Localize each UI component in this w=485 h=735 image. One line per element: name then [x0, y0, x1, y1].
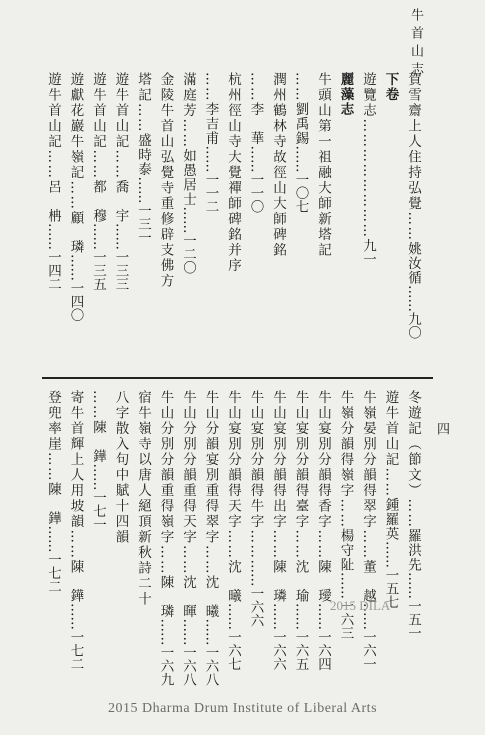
toc-entry	[91, 390, 105, 690]
toc-entry	[406, 72, 420, 372]
toc-leader-dots: ……	[382, 467, 399, 498]
toc-entry	[158, 72, 172, 372]
toc-heading: 麗藻志	[337, 72, 354, 117]
toc-entry	[46, 72, 60, 372]
toc-title: 遊牛首山記	[45, 72, 61, 150]
toc-title: 寄牛首輝上人用坡韻	[67, 390, 84, 530]
toc-leader-dots: ……	[247, 529, 264, 560]
toc-entry-text	[405, 72, 421, 339]
toc-entry-text	[45, 390, 61, 593]
toc-leader-dots: ……	[292, 72, 309, 102]
toc-leader-dots: ……	[202, 545, 219, 575]
toc-author: 陳 璘	[270, 559, 286, 603]
toc-entry	[271, 72, 285, 372]
toc-entry	[113, 72, 127, 372]
toc-entry-text	[158, 390, 174, 686]
toc-entry	[203, 72, 217, 372]
toc-entry	[338, 390, 352, 690]
toc-leader-dots: ……	[67, 180, 84, 211]
toc-author: 陳 璘	[157, 575, 174, 619]
toc-entry	[316, 390, 330, 690]
toc-entry	[361, 390, 375, 690]
toc-entry-text	[135, 72, 151, 244]
toc-page-ref: ……一六八	[180, 618, 196, 686]
toc-entry-text	[225, 72, 241, 274]
toc-author: 陳 鏵	[45, 482, 61, 526]
toc-title: 牛山宴別分韻得臺字	[292, 390, 309, 530]
toc-leader-dots: ……	[405, 498, 421, 529]
toc-entry	[91, 72, 105, 372]
toc-entry	[293, 72, 307, 372]
toc-leader-dots: ……	[45, 452, 61, 482]
toc-author: 羅洪先	[405, 528, 421, 572]
toc-author: 董 越	[360, 559, 376, 603]
toc-entry-text	[360, 72, 376, 266]
toc-title: 牛山宴別分韻得天字	[225, 390, 241, 530]
toc-author: 沈 瑜	[292, 559, 309, 603]
toc-entry-text	[203, 390, 219, 686]
toc-leader-dots: ……	[360, 529, 376, 560]
toc-entry-text	[180, 390, 196, 686]
toc-leader-dots: ……	[180, 118, 196, 149]
toc-entry	[158, 390, 172, 690]
toc-page-ref: ……一七一	[90, 463, 106, 531]
toc-entry-text	[135, 390, 151, 607]
toc-entry-text	[158, 72, 174, 289]
toc-title: 遊牛首山記	[90, 72, 106, 150]
toc-entry-text	[90, 72, 106, 291]
toc-entry-text	[405, 390, 421, 640]
watermark-footer: 2015 Dharma Drum Institute of Liberal Arts	[107, 701, 378, 716]
toc-entry-text	[68, 390, 84, 671]
toc-title: 牛山宴別分韻得牛字	[247, 390, 264, 530]
toc-heading: 下卷	[382, 72, 399, 102]
toc-title: 遊獻花巖牛嶺記	[67, 72, 84, 181]
toc-entry-text	[248, 390, 264, 627]
toc-page-ref: ……一二〇	[180, 206, 196, 274]
toc-page-ref: ……一五七	[382, 541, 399, 609]
toc-entry	[136, 72, 150, 372]
toc-author: 如愚居士	[180, 148, 196, 207]
toc-entry-text	[203, 72, 219, 213]
toc-entry-text	[293, 72, 309, 213]
toc-page-ref: ……一七二	[45, 525, 61, 593]
toc-author: 沈 曦	[202, 575, 219, 619]
toc-author: 呂 柟	[45, 179, 61, 223]
toc-author: 喬 宇	[112, 179, 129, 223]
toc-title: 牛嶺晏別分韻得翠字	[360, 390, 376, 530]
toc-page-ref: ……一六八	[202, 618, 219, 686]
toc-page-ref: 九一	[360, 238, 376, 266]
toc-entry	[181, 390, 195, 690]
toc-entry-text	[113, 72, 129, 291]
toc-title: 滿庭芳	[180, 72, 196, 119]
toc-leader-dots: ……	[292, 529, 309, 560]
toc-entry	[226, 390, 240, 690]
toc-title: 冬遊記（節文）	[405, 390, 421, 499]
toc-leader-dots: ……	[90, 390, 106, 420]
toc-page-ref: ……一一〇	[247, 145, 264, 213]
toc-entry-text	[270, 390, 286, 671]
toc-entry	[203, 390, 217, 690]
toc-entry	[226, 72, 240, 372]
toc-leader-dots: ……	[157, 545, 174, 575]
toc-entry-text	[383, 390, 399, 609]
toc-entry	[383, 390, 397, 690]
toc-entry-text	[270, 72, 286, 258]
toc-leader-dots: ……	[180, 545, 196, 575]
toc-entry	[46, 390, 60, 690]
toc-entry-text	[90, 390, 106, 531]
toc-entry	[68, 390, 82, 690]
toc-entry-text	[113, 390, 129, 545]
toc-entry-text	[360, 390, 376, 671]
toc-page-ref: ……一六六	[247, 559, 264, 627]
toc-author: 陳 鏵	[67, 559, 84, 603]
toc-title: 牛山宴別分韻得出字	[270, 390, 286, 530]
toc-entry-text	[45, 72, 61, 291]
toc-page-ref: ……一六三	[337, 572, 354, 640]
toc-title: 登兜率崖	[45, 390, 61, 452]
toc-author: 沈 暉	[180, 575, 196, 619]
toc-entry	[136, 390, 150, 690]
toc-page-ref: ……一三一	[135, 176, 151, 244]
toc-title: 賀雪齋上人住持弘覺	[405, 72, 421, 212]
toc-leader-dots: ……	[270, 529, 286, 560]
toc-title: 宿牛嶺寺以唐人絕頂新秋詩二十	[135, 390, 151, 607]
toc-title: 金陵牛首山弘覺寺重修辟支佛方	[157, 72, 174, 289]
toc-title: 牛嶺分韻得嶺字	[337, 390, 354, 499]
toc-entry	[271, 390, 285, 690]
toc-title: 遊覽志	[360, 72, 376, 119]
toc-author: 陳 鏵	[90, 420, 106, 464]
toc-entry	[293, 390, 307, 690]
toc-top-section	[0, 72, 485, 372]
toc-page-ref: ……一四〇	[67, 254, 84, 322]
toc-page-ref: ……一三三	[112, 223, 129, 291]
toc-entry	[248, 72, 262, 372]
toc-author: 沈 曦	[225, 559, 241, 603]
watermark-mid: 2015 DILA	[330, 598, 391, 613]
toc-title: 牛山分別分韻重得嶺字	[157, 390, 174, 545]
toc-page-ref: ……一六七	[225, 603, 241, 671]
toc-leader-dots: ……	[45, 149, 61, 180]
toc-leader-dots: ……	[112, 149, 129, 180]
toc-entry	[113, 390, 127, 690]
toc-title: 遊牛首山記	[382, 390, 399, 468]
toc-title: 牛山宴別分韻得香字	[315, 390, 331, 530]
toc-leader-dots: ……	[405, 211, 421, 242]
running-header: 牛首山志	[408, 8, 423, 80]
toc-leader-dots: ……	[202, 72, 219, 102]
toc-entry-text	[315, 72, 331, 258]
toc-author: 顧 璘	[67, 210, 84, 254]
toc-entry	[361, 72, 375, 372]
toc-page-ref: ……一三五	[90, 223, 106, 291]
toc-title: 塔記	[135, 72, 151, 103]
toc-page-ref: ……一一二	[202, 145, 219, 213]
toc-title: 八字散入句中賦十四韻	[112, 390, 129, 545]
page-number: 四	[434, 422, 449, 435]
toc-author: 李 華	[247, 102, 264, 146]
toc-entry	[68, 72, 82, 372]
toc-page-ref: ……一七二	[67, 603, 84, 671]
toc-author: 都 穆	[90, 179, 106, 223]
toc-title: 牛山分韻宴別重得翠字	[202, 390, 219, 545]
toc-entry-text	[180, 72, 196, 274]
toc-title: 潤州鶴林寺故徑山大師碑銘	[270, 72, 286, 258]
toc-page-ref: ……一四二	[45, 223, 61, 291]
section-divider	[42, 377, 433, 379]
toc-entry-text	[225, 390, 241, 671]
toc-entry	[316, 72, 330, 372]
toc-leader-dots: ……	[67, 529, 84, 560]
toc-page-ref: ……一六九	[157, 618, 174, 686]
toc-leader-dots: ……	[90, 149, 106, 180]
toc-title: 杭州徑山寺大覺禪師碑銘并序	[225, 72, 241, 274]
toc-leader-dots: ……………………	[360, 118, 376, 239]
toc-page-ref: ……一五一	[405, 572, 421, 640]
toc-leader-dots: ……	[247, 72, 264, 102]
toc-entry-text	[68, 72, 84, 322]
toc-entry-text	[248, 72, 264, 213]
toc-author: 盛時泰	[135, 133, 151, 177]
toc-author: 楊守阯	[337, 528, 354, 572]
toc-page-ref: ……一六四	[315, 603, 331, 671]
toc-entry	[248, 390, 262, 690]
toc-page-ref: ……九〇	[405, 285, 421, 339]
toc-leader-dots: ……	[315, 529, 331, 560]
toc-entry-text	[293, 390, 309, 671]
toc-entry-text	[315, 390, 331, 671]
toc-author: 劉禹錫	[292, 102, 309, 146]
toc-author: 姚汝循	[405, 241, 421, 285]
toc-leader-dots: ……	[225, 529, 241, 560]
toc-title: 遊牛首山記	[112, 72, 129, 150]
toc-page-ref: ……一六一	[360, 603, 376, 671]
toc-page-ref: ……一〇七	[292, 145, 309, 213]
toc-author: 鍾羅英	[382, 497, 399, 541]
toc-title: 牛頭山第一祖融大師新塔記	[315, 72, 331, 258]
toc-page-ref: ……一六六	[270, 603, 286, 671]
toc-entry	[406, 390, 420, 690]
toc-title: 牛山分別分韻重得天字	[180, 390, 196, 545]
toc-leader-dots: ……	[135, 103, 151, 133]
toc-page-ref: ……一六五	[292, 603, 309, 671]
toc-leader-dots: ……	[337, 498, 354, 529]
toc-entry	[181, 72, 195, 372]
toc-author: 陳 璦	[315, 559, 331, 603]
toc-bottom-section	[0, 390, 485, 690]
toc-author: 李吉甫	[202, 102, 219, 146]
